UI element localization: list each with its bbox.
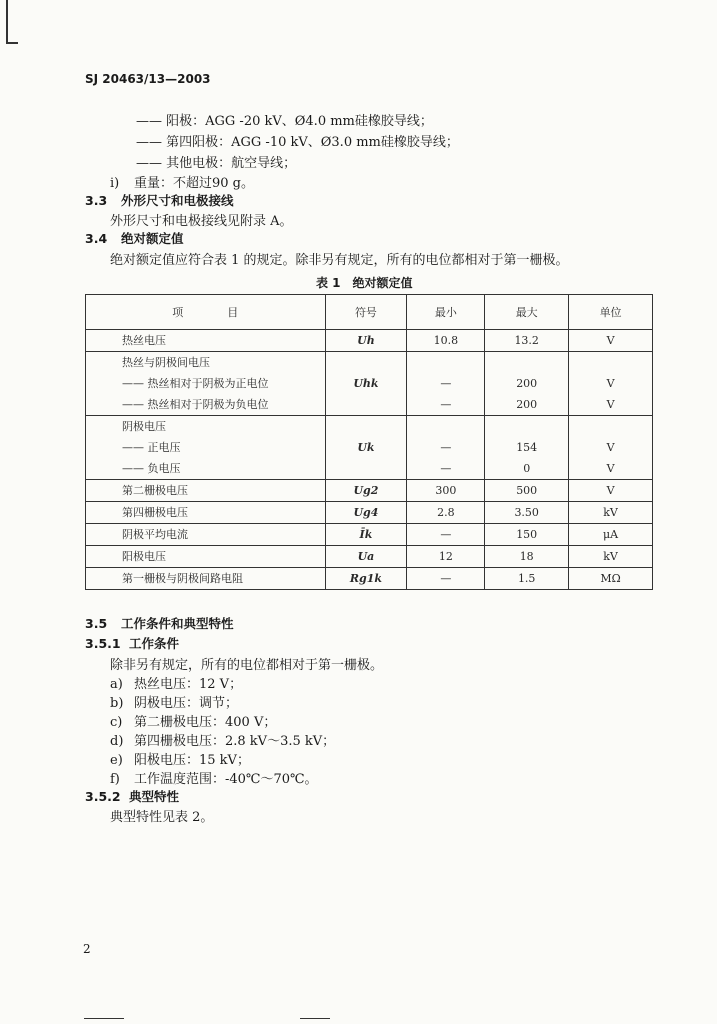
weight-label: i) bbox=[110, 176, 120, 191]
section-number: 3.3 bbox=[85, 193, 108, 208]
max-value: 150 bbox=[516, 528, 538, 541]
list-item bbox=[110, 749, 250, 768]
lead-fourth-anode: —— 第四阳极：AGG -10 kV、Ø3.0 mm硅橡胶导线； bbox=[136, 135, 459, 150]
list-text: 第二栅极电压：400 V； bbox=[134, 715, 277, 730]
section-title: 工作条件和典型特性 bbox=[121, 616, 234, 631]
symbol-text: Uk bbox=[357, 441, 375, 454]
list-label: f) bbox=[110, 772, 120, 787]
symbol-text: Ug4 bbox=[353, 506, 379, 519]
table-row bbox=[86, 568, 653, 590]
list-label: c) bbox=[110, 715, 123, 730]
min-value bbox=[413, 416, 478, 437]
lead-anode: —— 阳极：AGG -20 kV、Ø4.0 mm硅橡胶导线； bbox=[136, 114, 433, 129]
col-header-min: 最小 bbox=[407, 295, 485, 330]
section-3-4-heading bbox=[85, 229, 184, 247]
section-number: 3.5.2 bbox=[85, 789, 121, 804]
item-text: —— 负电压 bbox=[122, 462, 181, 475]
col-header-symbol: 符号 bbox=[325, 295, 407, 330]
unit-value bbox=[575, 416, 646, 437]
item-text: 阴极平均电流 bbox=[122, 528, 188, 541]
list-label: e) bbox=[110, 753, 123, 768]
min-value bbox=[413, 352, 478, 373]
max-value: 200 bbox=[516, 377, 538, 390]
section-number: 3.4 bbox=[85, 231, 108, 246]
item-text: 第一栅极与阴极间路电阻 bbox=[122, 572, 243, 585]
max-value: 0 bbox=[523, 462, 531, 475]
section-3-4-body: 绝对额定值应符合表 1 的规定。除非另有规定，所有的电位都相对于第一栅极。 bbox=[110, 253, 569, 268]
scan-edge-mark bbox=[300, 1018, 330, 1019]
symbol-cell bbox=[325, 330, 407, 352]
item-text: 第四栅极电压 bbox=[122, 506, 188, 519]
list-item bbox=[110, 692, 238, 711]
symbol-text: Uhk bbox=[353, 377, 379, 390]
col-header-item: 项 目 bbox=[86, 295, 326, 330]
document-header: SJ 20463/13—2003 bbox=[85, 72, 211, 86]
item-text: 热丝与阴极间电压 bbox=[122, 356, 210, 369]
scan-edge-mark bbox=[6, 42, 18, 44]
min-value: — bbox=[440, 528, 452, 541]
symbol-cell bbox=[325, 480, 407, 502]
list-item bbox=[110, 673, 242, 692]
item-text: 阴极电压 bbox=[122, 420, 166, 433]
unit-value: V bbox=[606, 441, 615, 454]
unit-value: V bbox=[606, 334, 615, 347]
max-value: 1.5 bbox=[517, 572, 536, 585]
max-value: 500 bbox=[516, 484, 538, 497]
weight-text: 重量：不超过90 g。 bbox=[134, 176, 254, 191]
max-value: 18 bbox=[519, 550, 534, 563]
min-value: — bbox=[440, 398, 452, 411]
list-text: 热丝电压：12 V； bbox=[134, 677, 243, 692]
section-3-5-2-heading bbox=[85, 787, 179, 805]
section-3-3-body: 外形尺寸和电极接线见附录 A。 bbox=[110, 214, 293, 229]
max-value: 13.2 bbox=[514, 334, 539, 347]
symbol-cell bbox=[325, 524, 407, 546]
list-item bbox=[110, 768, 318, 787]
page-number: 2 bbox=[83, 942, 91, 956]
section-3-5-2-body: 典型特性见表 2。 bbox=[110, 810, 214, 825]
table-1-absolute-ratings bbox=[85, 294, 653, 590]
section-3-5-1-intro: 除非另有规定，所有的电位都相对于第一栅极。 bbox=[110, 658, 384, 673]
table-row bbox=[86, 524, 653, 546]
unit-value: V bbox=[606, 377, 615, 390]
symbol-cell bbox=[325, 568, 407, 590]
list-label: b) bbox=[110, 696, 124, 711]
scan-edge-mark bbox=[6, 0, 8, 44]
list-label: a) bbox=[110, 677, 123, 692]
item-text: —— 正电压 bbox=[122, 441, 181, 454]
section-title: 外形尺寸和电极接线 bbox=[121, 193, 234, 208]
col-header-unit: 单位 bbox=[569, 295, 653, 330]
item-text: 热丝电压 bbox=[122, 334, 166, 347]
min-value: — bbox=[440, 462, 452, 475]
col-header-max: 最大 bbox=[485, 295, 569, 330]
item-text: —— 热丝相对于阴极为正电位 bbox=[122, 377, 269, 390]
unit-value: μA bbox=[603, 528, 619, 541]
table-row bbox=[86, 546, 653, 568]
item-text: 阳极电压 bbox=[122, 550, 166, 563]
list-text: 阳极电压：15 kV； bbox=[134, 753, 250, 768]
section-3-5-1-heading bbox=[85, 634, 179, 652]
unit-value: V bbox=[606, 398, 615, 411]
unit-value: V bbox=[606, 462, 615, 475]
symbol-cell bbox=[325, 416, 407, 480]
unit-value bbox=[575, 352, 646, 373]
symbol-cell bbox=[325, 546, 407, 568]
symbol-text: Ua bbox=[357, 550, 375, 563]
min-value: 300 bbox=[435, 484, 457, 497]
item-text: 第二栅极电压 bbox=[122, 484, 188, 497]
max-value: 3.50 bbox=[514, 506, 539, 519]
symbol-cell bbox=[325, 502, 407, 524]
unit-value: kV bbox=[603, 506, 618, 519]
list-text: 第四栅极电压：2.8 kV～3.5 kV； bbox=[134, 734, 336, 749]
min-value: — bbox=[440, 441, 452, 454]
table-row bbox=[86, 502, 653, 524]
list-item bbox=[110, 730, 335, 749]
section-title: 典型特性 bbox=[129, 789, 180, 804]
max-value bbox=[491, 352, 562, 373]
table-row bbox=[86, 480, 653, 502]
list-text: 阴极电压：调节； bbox=[134, 696, 239, 711]
min-value: 10.8 bbox=[433, 334, 459, 347]
weight-item bbox=[110, 172, 254, 191]
symbol-text: Īk bbox=[359, 528, 373, 541]
list-item bbox=[110, 711, 276, 730]
list-label: d) bbox=[110, 734, 124, 749]
list-text: 工作温度范围：-40℃～70℃。 bbox=[134, 772, 318, 787]
item-text: —— 热丝相对于阴极为负电位 bbox=[122, 398, 269, 411]
min-value: — bbox=[440, 572, 452, 585]
max-value: 154 bbox=[516, 441, 538, 454]
unit-value: MΩ bbox=[600, 572, 621, 585]
min-value: — bbox=[440, 377, 452, 390]
section-3-5-heading bbox=[85, 614, 234, 632]
unit-value: kV bbox=[603, 550, 618, 563]
table-row bbox=[86, 330, 653, 352]
section-number: 3.5.1 bbox=[85, 636, 121, 651]
symbol-text: Uh bbox=[357, 334, 375, 347]
table-header-row bbox=[86, 295, 653, 330]
section-title: 工作条件 bbox=[129, 636, 180, 651]
lead-other-electrodes: —— 其他电极：航空导线； bbox=[136, 156, 297, 171]
section-number: 3.5 bbox=[85, 616, 108, 631]
symbol-text: Rg1k bbox=[349, 572, 382, 585]
table-1-caption: 表 1 绝对额定值 bbox=[316, 276, 413, 290]
max-value bbox=[491, 416, 562, 437]
max-value: 200 bbox=[516, 398, 538, 411]
section-3-3-heading bbox=[85, 191, 234, 209]
min-value: 2.8 bbox=[437, 506, 455, 519]
symbol-text: Ug2 bbox=[353, 484, 379, 497]
table-row bbox=[86, 352, 653, 416]
section-title: 绝对额定值 bbox=[121, 231, 184, 246]
scan-edge-mark bbox=[84, 1018, 124, 1019]
table-row bbox=[86, 416, 653, 480]
min-value: 12 bbox=[438, 550, 453, 563]
symbol-cell bbox=[325, 352, 407, 416]
unit-value: V bbox=[606, 484, 615, 497]
